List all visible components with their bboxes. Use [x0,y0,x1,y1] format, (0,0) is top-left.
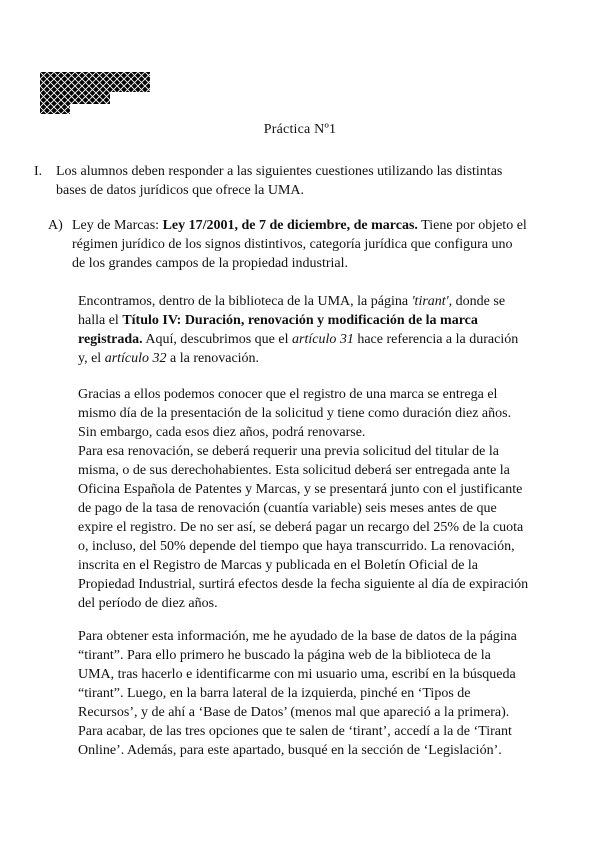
article-31: artículo 31 [292,332,354,347]
paragraph-1-text: hace referencia a la duración y, el [78,332,519,366]
paragraph-1 [78,292,530,368]
paragraph-1-text: donde se halla el [78,294,506,328]
paragraph-2 [78,385,530,613]
section-i-text: Los alumnos deben responder a las siguientes cuestiones utilizando las distintas bases de datos jurídicos que ofrece la UMA. [56,164,503,198]
tirant-reference: 'tirant', [411,294,453,309]
paragraph-1-text: Encontramos, dentro de la biblioteca de la UMA, la página [78,294,412,309]
paragraph-3 [78,627,530,760]
paragraph-2a: Gracias a ellos podemos conocer que el registro de una marca se entrega el mismo día de la presentación de la solicitud y tiene como duración diez años. Sin embargo, cada esos diez años, podrá renovarse. [78,387,512,440]
section-a-number: A) [48,218,63,233]
paragraph-1-text: a la renovación. [166,351,260,366]
university-logo [40,72,150,114]
article-32: artículo 32 [104,351,167,366]
paragraph-3-text: Para obtener esta información, me he ayudado de la base de datos de la página “tirant”. Para ello primero he buscado la página web de la biblioteca de la UMA, tras hacerlo e identificarme con mi usuario uma, escribí en la búsqueda “tirant”. Luego, en la barra lateral de la izquierda, pinché en ‘Tipos de Recursos’, y de ahí a ‘Base de Datos’ (menos mal que apareció a la primera). Para acabar, de las tres opciones que te salen de ‘tirant’, accedí a la de ‘Tirant Online’. Además, para este apartado, busqué en la sección de ‘Legislación’. [78,629,517,758]
title-iv: Título IV: Duración, renovación y modificación de la marca registrada. [78,313,478,347]
section-a-intro: Ley de Marcas: [72,218,163,233]
law-title: Ley 17/2001, de 7 de diciembre, de marcas. [162,218,418,233]
section-a-text [72,216,528,273]
section-a-rest: Tiene por objeto el régimen jurídico de los signos distintivos, categoría jurídica que configura uno de los grandes campos de la propiedad industrial. [72,218,527,271]
paragraph-1-text: Aquí, descubrimos que el [142,332,292,347]
section-i [34,162,534,200]
page-title: Práctica Nº1 [263,122,337,137]
section-a [48,216,528,273]
section-i-number: I. [34,164,43,179]
paragraph-2b: Para esa renovación, se deberá requerir una previa solicitud del titular de la misma, o de sus derechohabientes. Esta solicitud deberá ser entregada ante la Oficina Española de Patentes y Marcas, y se presentará junto con el justificante de pago de la tasa de renovación (cuantía variable) seis meses antes de que expire el registro. De no ser así, se deberá pagar un recargo del 25% de la cuota o, incluso, del 50% depende del tiempo que haya transcurrido. La renovación, inscrita en el Registro de Marcas y publicada en el Boletín Oficial de la Propiedad Industrial, surtirá efectos desde la fecha siguiente al día de expiración del período de diez años. [78,444,529,611]
